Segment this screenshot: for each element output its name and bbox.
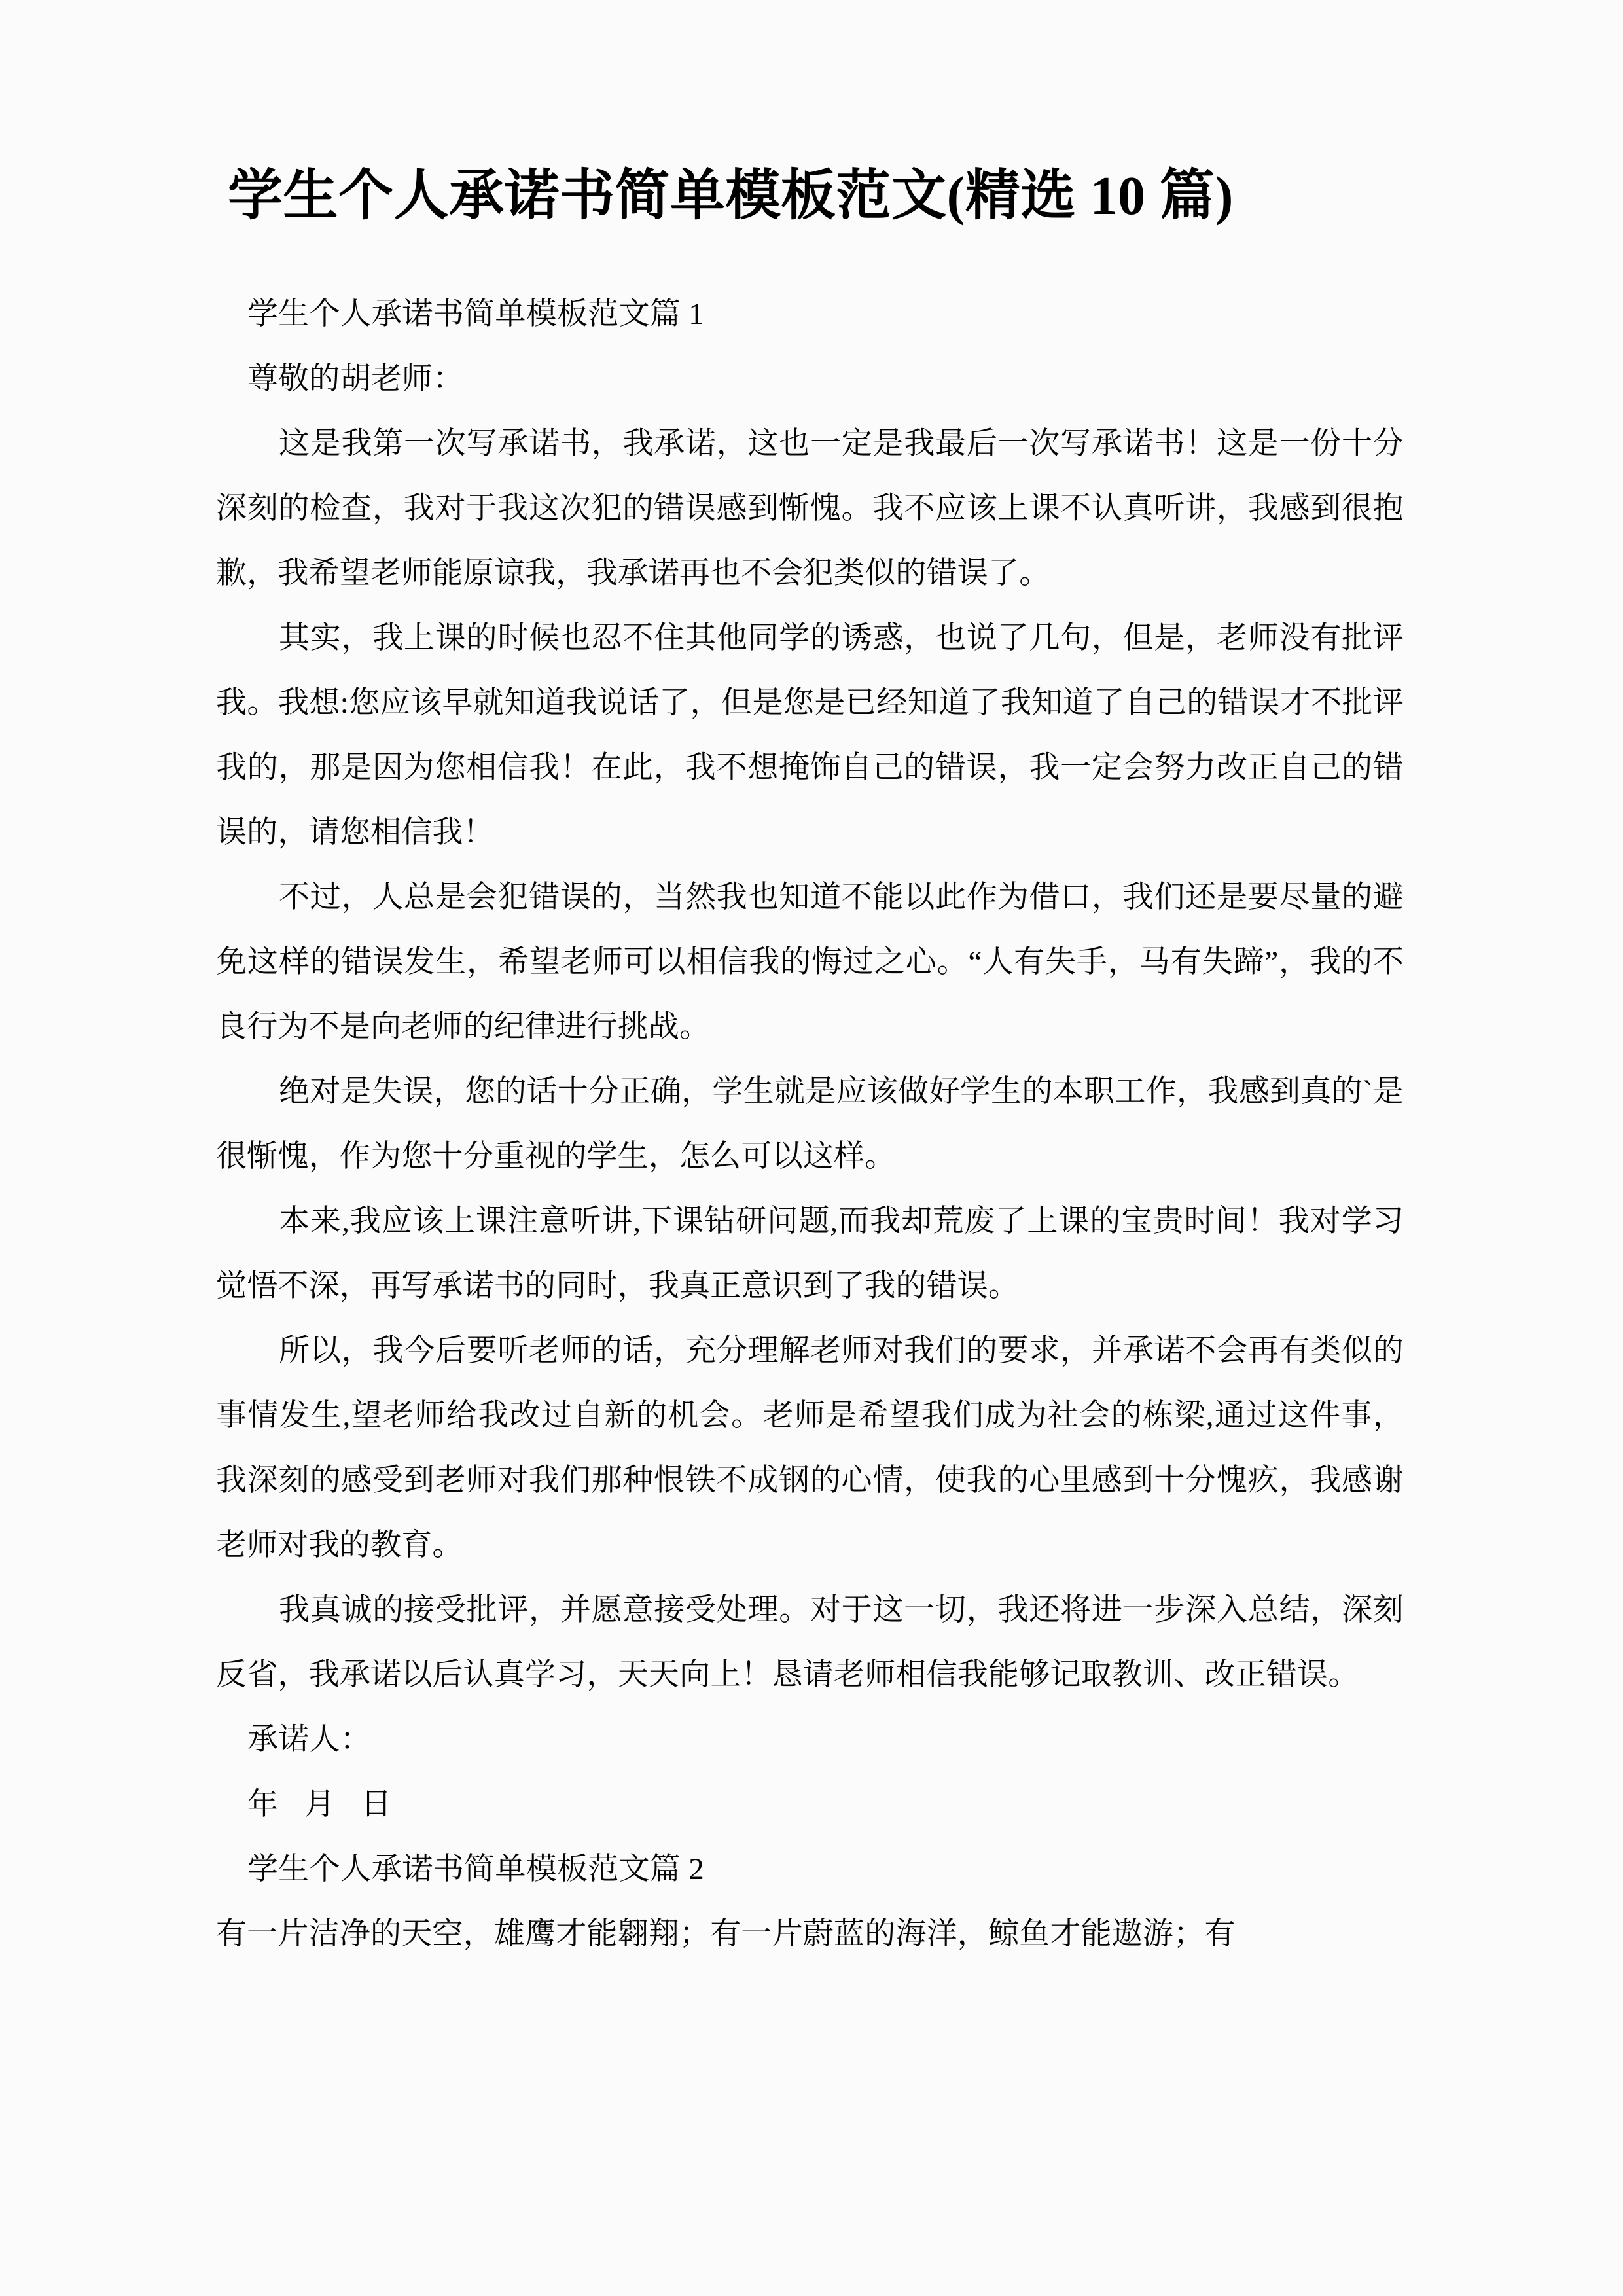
- page-content: [216, 0, 1404, 1967]
- page-title: 学生个人承诺书简单模板范文(精选 10 篇): [228, 166, 1234, 226]
- section-1-paragraph-2: 其实，我上课的时候也忍不住其他同学的诱惑，也说了几句，但是，老师没有批评我。我想:您应该早就知道我说话了，但是您是已经知道了我知道了自己的错误才不批评我的，那是因为您相信我！在此，我不想掩饰自己的错误，我一定会努力改正自己的错误的，请您相信我！: [216, 621, 1404, 850]
- section-1-signature-label: 承诺人：: [247, 1723, 371, 1757]
- section-2: [216, 1837, 1404, 1967]
- section-1-paragraph-5: 本来,我应该上课注意听讲,下课钻研问题,而我却荒废了上课的宝贵时间！我对学习觉悟不深，再写承诺书的同时，我真正意识到了我的错误。: [216, 1204, 1404, 1304]
- section-2-paragraph-1: 有一片洁净的天空，雄鹰才能翱翔；有一片蔚蓝的海洋，鲸鱼才能遨游；有: [216, 1917, 1236, 1952]
- section-1-paragraph-6: 所以，我今后要听老师的话，充分理解老师对我们的要求，并承诺不会再有类似的事情发生,望老师给我改过自新的机会。老师是希望我们成为社会的栋梁,通过这件事，我深刻的感受到老师对我们那种恨铁不成钢的心情，使我的心里感到十分愧疚，我感谢老师对我的教育。: [216, 1334, 1404, 1563]
- section-1-heading: 学生个人承诺书简单模板范文篇 1: [247, 297, 705, 332]
- section-1-paragraph-3: 不过，人总是会犯错误的，当然我也知道不能以此作为借口，我们还是要尽量的避免这样的错误发生，希望老师可以相信我的悔过之心。“人有失手，马有失蹄”，我的不良行为不是向老师的纪律进行挑战。: [216, 880, 1404, 1045]
- section-2-heading: 学生个人承诺书简单模板范文篇 2: [247, 1852, 705, 1887]
- section-1-salutation: 尊敬的胡老师：: [247, 362, 464, 397]
- section-1-date-label: 年 月 日: [247, 1787, 401, 1822]
- section-1-paragraph-1: 这是我第一次写承诺书，我承诺，这也一定是我最后一次写承诺书！这是一份十分深刻的检查，我对于我这次犯的错误感到惭愧。我不应该上课不认真听讲，我感到很抱歉，我希望老师能原谅我，我承诺再也不会犯类似的错误了。: [216, 427, 1404, 591]
- section-1-paragraph-4: 绝对是失误，您的话十分正确，学生就是应该做好学生的本职工作，我感到真的`是很惭愧，作为您十分重视的学生，怎么可以这样。: [216, 1075, 1404, 1174]
- section-1: [216, 282, 1404, 1837]
- section-1-paragraph-7: 我真诚的接受批评，并愿意接受处理。对于这一切，我还将进一步深入总结，深刻反省，我承诺以后认真学习，天天向上！恳请老师相信我能够记取教训、改正错误。: [216, 1593, 1404, 1693]
